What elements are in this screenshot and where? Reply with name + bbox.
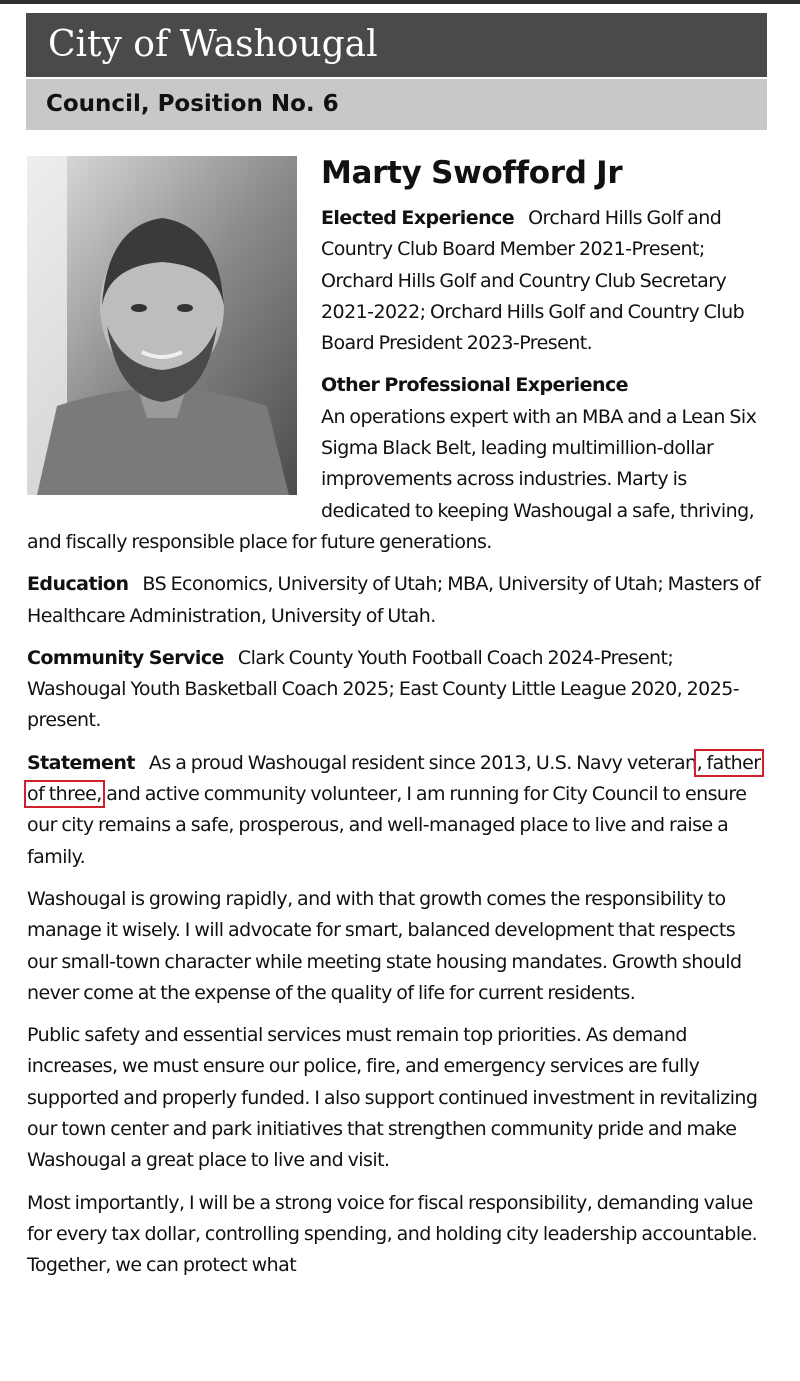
statement-paragraph-3: Public safety and essential services must remain top priorities. As demand increases, we must ensure our police, fire, and emergency services are fully supported and properly funded. I also support continued investment in revitalizing our town center and park initiatives that strengthen community pride and make Washougal a great place to live and visit. <box>27 1024 758 1172</box>
candidate-statement <box>27 153 769 1293</box>
community-service <box>27 643 769 737</box>
statement-text-pre: As a proud Washougal resident since 2013, U.S. Navy veteran <box>148 751 697 774</box>
statement-paragraph-4: Most importantly, I will be a strong voice for fiscal responsibility, demanding value for every tax dollar, controlling spending, and holding city leadership accountable. Together, we can protect what <box>27 1191 758 1277</box>
statement-label: Statement <box>27 751 135 774</box>
statement <box>27 748 769 873</box>
elected-experience-label: Elected Experience <box>321 207 515 229</box>
education-label: Education <box>27 573 129 596</box>
education-text: BS Economics, University of Utah; MBA, University of Utah; Masters of Healthcare Administration, University of Utah. <box>27 573 761 627</box>
other-experience-text: An operations expert with an MBA and a Lean Six Sigma Black Belt, leading multimillion-dollar improvements across industries. Marty is dedicated to keeping Washougal a safe, thriving, and fiscally responsible place for future generations. <box>27 405 757 553</box>
other-experience-label: Other Professional Experience <box>321 374 629 397</box>
top-rule <box>0 0 800 4</box>
highlighted-phrase: , father of three, <box>27 751 761 806</box>
elected-experience-text: Orchard Hills Golf and Country Club Board Member 2021-Present; Orchard Hills Golf and Country Club Secretary 2021-2022; Orchard Hills Golf and Country Club Board President 2023-Present. <box>321 207 745 355</box>
community-service-label: Community Service <box>27 646 224 669</box>
position-title: Council, Position No. 6 <box>26 79 767 130</box>
statement-text-post: and active community volunteer, I am running for City Council to ensure our city remains a safe, prosperous, and well-managed place to live and raise a family. <box>27 783 747 868</box>
education <box>27 569 769 632</box>
candidate-photo <box>27 156 297 495</box>
city-title: City of Washougal <box>26 13 767 77</box>
candidate-name: Marty Swofford Jr <box>321 155 623 191</box>
statement-paragraph-2: Washougal is growing rapidly, and with that growth comes the responsibility to manage it wisely. I will advocate for smart, balanced development that respects our small-town character while meeting state housing mandates. Growth should never come at the expense of the quality of life for current residents. <box>27 887 742 1004</box>
candidate-portrait-image <box>27 156 297 495</box>
community-service-text: Clark County Youth Football Coach 2024-Present; Washougal Youth Basketball Coach 2025; East County Little League 2020, 2025-present. <box>27 646 740 732</box>
